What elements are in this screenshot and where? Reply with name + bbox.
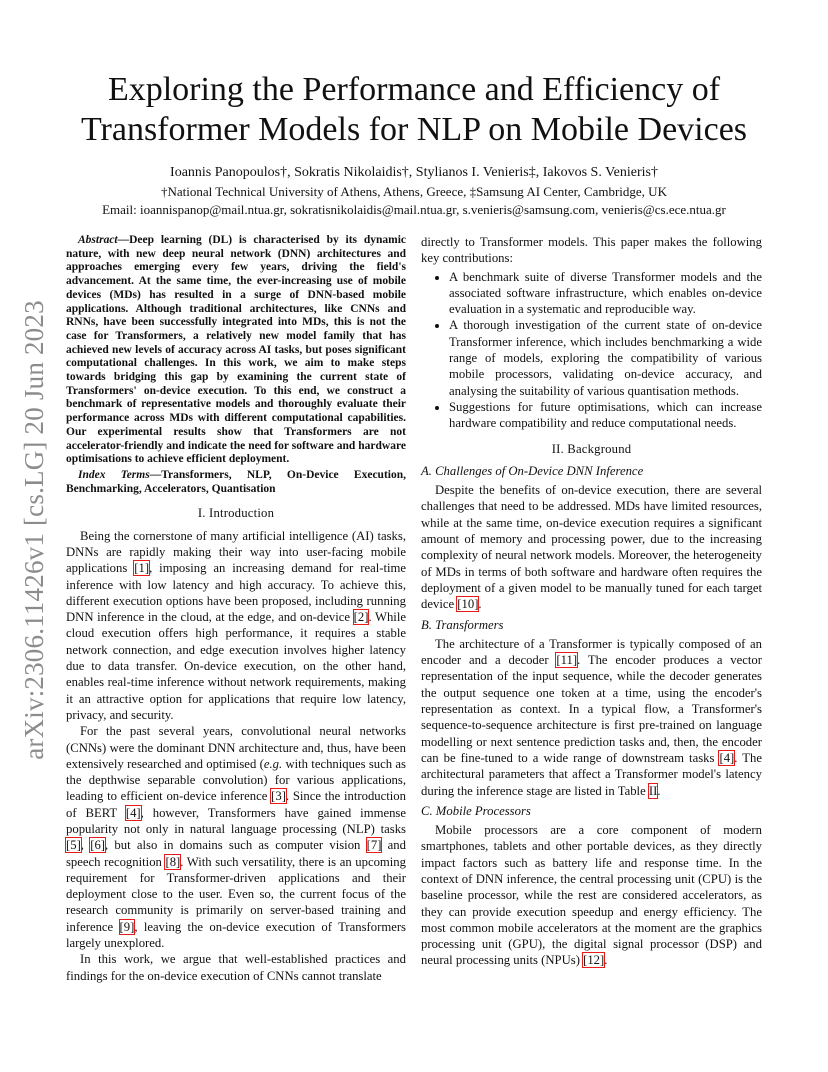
citation-link[interactable]: [1]: [134, 561, 150, 576]
contribution-item: • Suggestions for future optimisations, which can increase hardware compatibility and reduce computational needs.: [449, 399, 762, 432]
citation-link[interactable]: [2]: [353, 610, 369, 625]
contribution-item: • A thorough investigation of the current state of on-device Transformer inference, which includes benchmarking a wide range of models, exploring the compatibility of various mobile processors, validating on-device accuracy, and analysing the suitability of various quantisation methods.: [449, 317, 762, 398]
abstract-label: Abstract: [78, 234, 118, 246]
right-column: [421, 234, 762, 969]
section-heading-background: II. Background: [551, 441, 632, 456]
citation-link[interactable]: [3]: [271, 789, 286, 804]
section-heading-introduction: I. Introduction: [197, 506, 275, 521]
challenges-paragraph: Despite the benefits of on-device execution, there are several challenges that need to be addressed. MDs have limited resources, while at the same time, on-device execution requires a significant amount of memory and processing power, due to the increasing complexity of neural network models. Moreover, the heterogeneity of MDs in terms of both software and hardware often requires the deployment of a given model to be manually tuned for each target device [10].: [421, 483, 762, 612]
transformers-paragraph: The architecture of a Transformer is typically composed of an encoder and a decoder [11]. The encoder produces a vector representation of the input sequence, while the decoder generates the output sequence one token at a time, using the encoder's representation as context. In a typical flow, a Transformer's sequence-to-sequence architecture is first pre-trained on language modelling or next sentence prediction tasks and, then, the encoder can be fine-tuned to a wide range of downstream tasks [4]. The architectural parameters that affect a Transformer model's latency during the inference stage are listed in Table II.: [421, 636, 762, 798]
citation-link[interactable]: [11]: [556, 653, 578, 668]
intro-paragraph-1: Being the cornerstone of many artificial intelligence (AI) tasks, DNNs are rapidly making their way into user-facing mobile applications [1], imposing an increasing demand for real-time inference with low latency and high accuracy. To achieve this, different execution options have been proposed, including running DNN inference in the cloud, at the edge, and on-device [2]. While cloud execution offers high performance, it requires a stable network connection, and edge execution involves higher latency due to data transfer. On-device execution, on the other hand, enables real-time inference without network requirements, making it an attractive option for applications that require low latency, privacy, and security.: [66, 528, 407, 722]
intro-paragraph-3: In this work, we argue that well-established practices and findings for the on-device execution of CNNs cannot translate: [66, 952, 406, 983]
citation-link[interactable]: [6]: [90, 838, 106, 853]
index-terms: [66, 469, 406, 496]
citation-link[interactable]: [12]: [583, 953, 605, 968]
citation-link[interactable]: [9]: [119, 919, 135, 934]
title-line-1: Exploring the Performance and Efficiency of: [107, 71, 721, 108]
contribution-list: [421, 269, 762, 432]
title-line-2: Transformer Models for NLP on Mobile Devices: [80, 111, 748, 148]
subsection-heading-transformers: B. Transformers: [421, 617, 504, 632]
abstract-text: —Deep learning (DL) is characterised by its dynamic nature, with new deep neural network (DNN) architectures and approaches emerging every few years, driving the field's advancement. At the same time, the ever-increasing use of mobile devices (MDs) has resulted in a surge of DNN-based mobile applications. Although traditional architectures, like CNNs and RNNs, have been successfully integrated into MDs, this is not the case for Transformers, a relatively new model family that has achieved new levels of accuracy across AI tasks, but poses significant computational challenges. In this work, we aim to make steps towards bridging this gap by examining the current state of Transformers' on-device execution. To this end, we construct a benchmark of representative models and thoroughly evaluate their performance across MDs with different computational capabilities. Our experimental results show that Transformers are not accelerator-friendly and indicate the need for software and hardware optimisations to achieve efficient deployment.: [66, 234, 406, 466]
citation-link[interactable]: [5]: [66, 838, 81, 853]
left-column: [66, 234, 406, 984]
paper-title: [40, 70, 788, 150]
subsection-heading-mobile-processors: C. Mobile Processors: [421, 803, 531, 818]
affiliations: †National Technical University of Athens, Athens, Greece, ‡Samsung AI Center, Cambridge, UK: [161, 184, 667, 199]
subsection-heading-challenges: A. Challenges of On-Device DNN Inference: [421, 463, 644, 478]
index-terms-label: Index Terms: [78, 468, 150, 481]
citation-link[interactable]: [4]: [719, 750, 735, 765]
citation-link[interactable]: [8]: [165, 854, 181, 869]
index-terms-text: —Transformers, NLP, On-Device Execution, Benchmarking, Accelerators, Quantisation: [66, 468, 406, 495]
citation-link[interactable]: [4]: [125, 805, 141, 820]
table-link[interactable]: II: [648, 783, 658, 798]
contribution-item: • A benchmark suite of diverse Transformer models and the associated software infrastructure, which enables on-device evaluation in a systematic and reproducible way.: [449, 269, 762, 318]
intro-paragraph-3-continued: directly to Transformer models. This paper makes the following key contributions:: [421, 235, 762, 266]
citation-link[interactable]: [10]: [457, 597, 479, 612]
intro-paragraph-2: For the past several years, convolutional neural networks (CNNs) were the dominant DNN architecture and, thus, have been extensively researched and optimised (e.g. with techniques such as the depthwise separable convolution) for various applications, leading to efficient on-device inference [3]. Since the introduction of BERT [4], however, Transformers have gained immense popularity not only in natural language processing (NLP) tasks [5], [6], but also in domains such as computer vision [7] and speech recognition [8]. With such versatility, there is an upcoming requirement for Transformer-driven applications and their deployment close to the user. Even so, the current focus of the research community is primarily on server-based training and inference [9], leaving the on-device execution of Transformers largely unexplored.: [66, 724, 406, 951]
mobile-processors-paragraph: Mobile processors are a core component of modern smartphones, tablets and other portable devices, as they directly impact factors such as battery life and response time. In the context of DNN inference, the central processing unit (CPU) is the baseline processor, while the rest are considered accelerators, as they can provide execution speedup and energy efficiency. The most common mobile accelerators at the moment are the graphics processing unit (GPU), the digital signal processor (DSP) and neural processing units (NPUs) [12].: [421, 823, 762, 968]
email-line: Email: ioannispanop@mail.ntua.gr, sokratisnikolaidis@mail.ntua.gr, s.venieris@samsung.com, venieris@cs.ece.ntua.gr: [102, 202, 726, 217]
abstract: [66, 234, 406, 467]
arxiv-identifier: arXiv:2306.11426v1 [cs.LG] 20 Jun 2023: [19, 300, 49, 760]
citation-link[interactable]: [7]: [366, 838, 382, 853]
author-list: Ioannis Panopoulos†, Sokratis Nikolaidis†, Stylianos I. Venieris‡, Iakovos S. Venieris†: [170, 165, 658, 180]
